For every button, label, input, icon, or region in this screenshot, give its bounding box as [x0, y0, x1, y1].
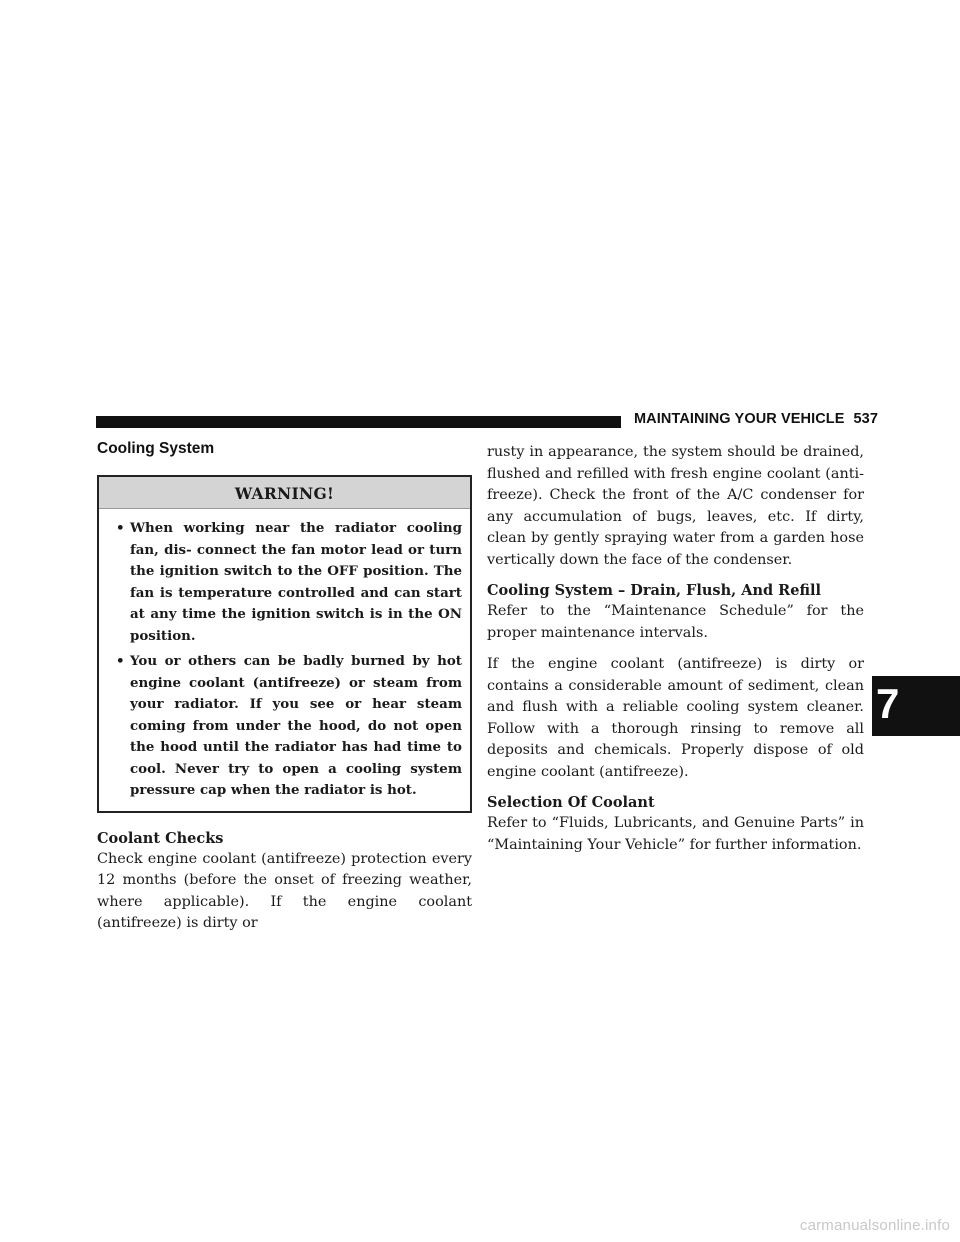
warning-list — [99, 509, 470, 811]
warning-item-text: You or others can be badly burned by hot engine coolant (antifreeze) or steam from your radiator. If you see or hear steam coming from under the hood, do not open the hood until the radiator has had time to cool. Never try to open a cooling system pressure cap when the radiator is hot. — [130, 653, 462, 798]
warning-item — [116, 518, 462, 647]
header-rule — [96, 416, 621, 428]
selection-heading: Selection Of Coolant — [487, 794, 655, 811]
header-title: MAINTAINING YOUR VEHICLE — [634, 411, 845, 427]
warning-box — [97, 475, 472, 813]
left-column — [97, 440, 472, 947]
chapter-tab — [872, 676, 960, 736]
drain-flush-para-1: Refer to the “Maintenance Schedule” for the proper maintenance intervals. — [487, 603, 864, 641]
warning-title: WARNING! — [99, 477, 470, 509]
selection-body: Refer to “Fluids, Lubricants, and Genuine Parts” in “Maintaining Your Vehicle” for further information. — [487, 815, 864, 853]
right-column — [487, 442, 864, 866]
section-title: Cooling System — [97, 440, 215, 457]
running-header — [634, 411, 878, 427]
drain-flush-para-2: If the engine coolant (antifreeze) is dirty or contains a considerable amount of sediment, clean and flush with a reliable cooling system cleaner. Follow with a thorough rinsing to remove all deposits and chemicals. Properly dispose of old engine coolant (antifreeze). — [487, 656, 864, 780]
warning-item-text: When working near the radiator cooling fan, dis- connect the fan motor lead or turn the ignition switch to the OFF position. The fan is temperature controlled and can start at any time the ignition switch is in the ON position. — [130, 520, 462, 644]
continuation-paragraph: rusty in appearance, the system should be drained, flushed and refilled with fresh engine coolant (anti- freeze). Check the front of the A/C condenser for any accumulation of bugs, leaves, etc. If dirty, clean by gently spraying water from a garden hose vertically down the face of the condenser. — [487, 444, 864, 568]
coolant-checks-heading: Coolant Checks — [97, 829, 224, 847]
warning-item — [116, 651, 462, 802]
bullet-icon: • — [116, 653, 125, 669]
chapter-number: 7 — [876, 680, 900, 727]
drain-flush-heading: Cooling System – Drain, Flush, And Refill — [487, 582, 822, 599]
watermark: carmanualsonline.info — [799, 1217, 950, 1234]
coolant-checks-body: Check engine coolant (antifreeze) protection every 12 months (before the onset of freezing weather, where applicable). If the engine coolant (antifreeze) is dirty or — [97, 850, 472, 931]
page-number: 537 — [853, 411, 879, 427]
bullet-icon: • — [116, 520, 125, 536]
